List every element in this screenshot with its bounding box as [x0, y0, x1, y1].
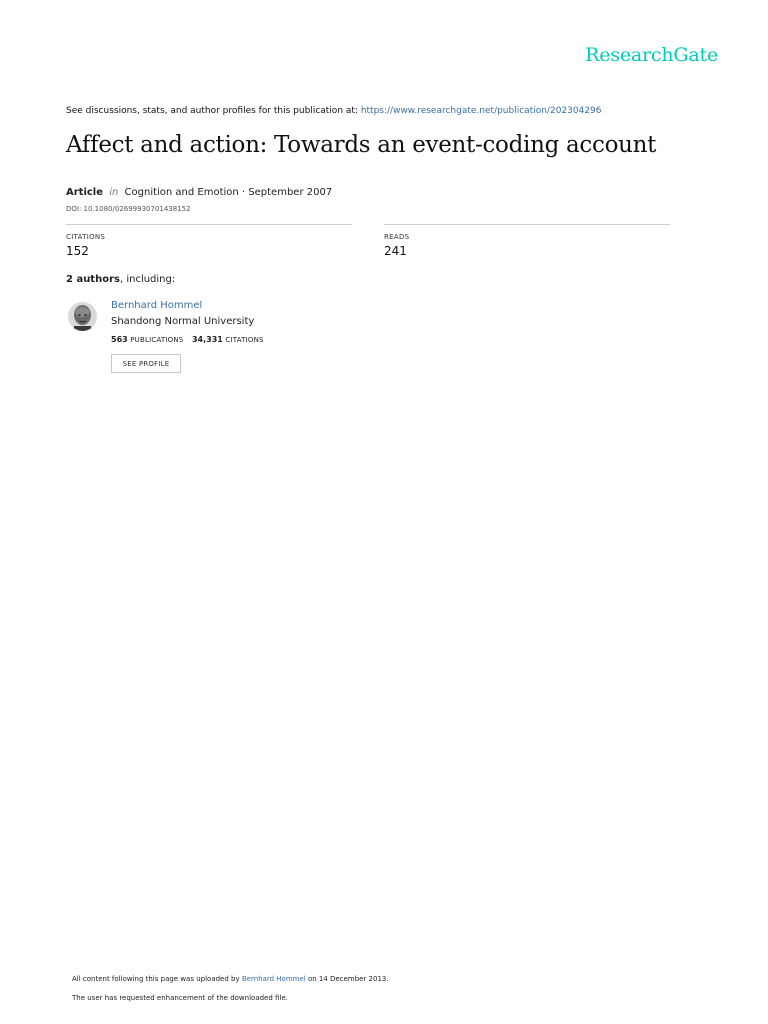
author-institution: Shandong Normal University	[111, 316, 255, 327]
author-stats	[111, 335, 270, 344]
authors-including: , including:	[119, 274, 176, 285]
reads-value: 241	[384, 244, 407, 258]
uploader-link[interactable]: Bernhard Hommel	[241, 975, 306, 983]
citations-divider	[66, 224, 352, 225]
authors-count: 2 authors	[66, 274, 120, 285]
author-citations-label: CITATIONS	[225, 336, 264, 344]
author-avatar[interactable]	[68, 302, 97, 331]
reads-label: READS	[384, 233, 410, 241]
see-profile-button[interactable]: SEE PROFILE	[111, 354, 181, 373]
author-publications-count: 563	[111, 335, 128, 344]
citations-value: 152	[66, 244, 89, 258]
discussion-text: See discussions, stats, and author profiles for this publication at:	[66, 106, 361, 116]
upload-suffix: on 14 December 2013.	[305, 975, 389, 983]
author-publications-label: PUBLICATIONS	[130, 336, 184, 344]
publication-type: Article	[66, 187, 104, 198]
discussion-note	[66, 106, 602, 116]
author-name-link[interactable]: Bernhard Hommel	[111, 300, 203, 311]
in-label: in	[109, 187, 119, 198]
upload-note	[72, 975, 389, 983]
citations-label: CITATIONS	[66, 233, 106, 241]
author-citations-count: 34,331	[191, 335, 223, 344]
enhancement-note: The user has requested enhancement of the downloaded file.	[72, 994, 288, 1002]
reads-divider	[384, 224, 670, 225]
publication-meta	[66, 187, 332, 198]
publication-title: Affect and action: Towards an event-coding account	[66, 132, 657, 158]
researchgate-logo[interactable]: ResearchGate	[585, 44, 718, 66]
doi: DOI: 10.1080/02699930701438152	[66, 205, 191, 213]
authors-summary	[66, 274, 175, 285]
journal-date: Cognition and Emotion · September 2007	[124, 187, 333, 198]
person-photo-icon	[68, 302, 97, 331]
upload-prefix: All content following this page was uploaded by	[72, 975, 242, 983]
publication-url-link[interactable]: https://www.researchgate.net/publication/202304296	[360, 106, 602, 116]
